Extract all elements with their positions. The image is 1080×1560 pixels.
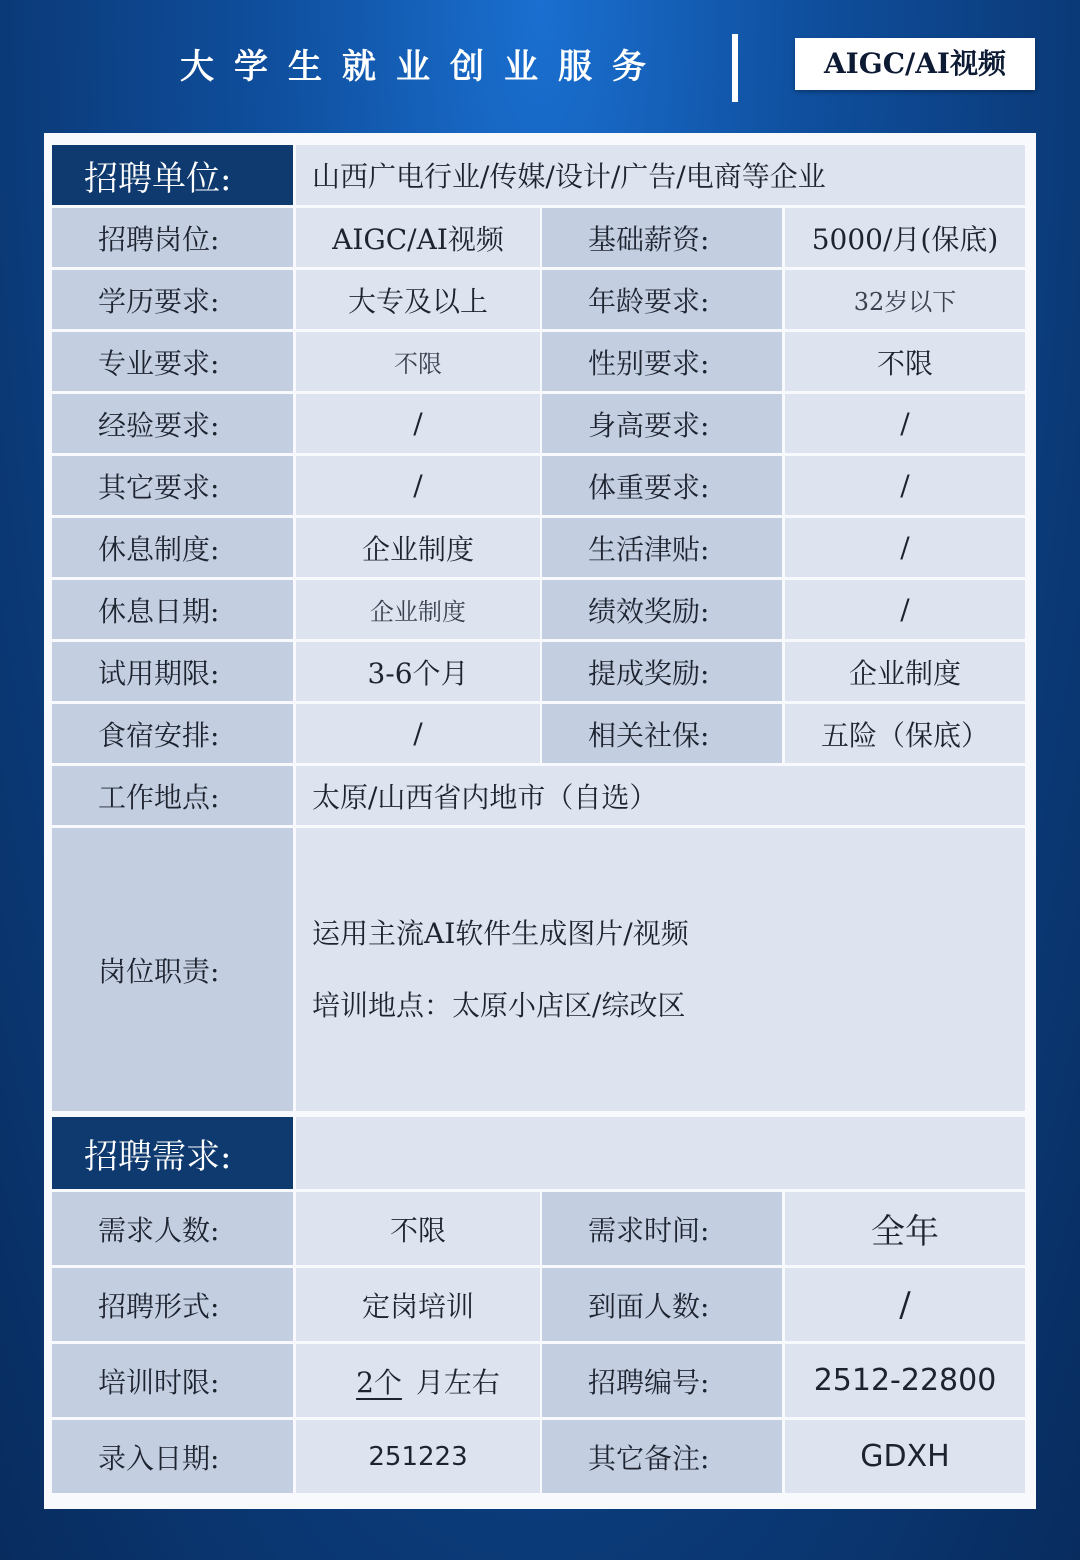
demand-value: / bbox=[785, 1268, 1025, 1341]
detail-value: 不限 bbox=[296, 332, 540, 391]
detail-label: 基础薪资: bbox=[542, 208, 782, 267]
detail-value: 企业制度 bbox=[785, 642, 1025, 701]
detail-row bbox=[52, 394, 1025, 456]
demand-value bbox=[296, 1344, 540, 1417]
detail-label: 年龄要求: bbox=[542, 270, 782, 329]
demand-section-filler bbox=[296, 1117, 1025, 1189]
detail-label: 休息日期: bbox=[52, 580, 293, 639]
detail-row bbox=[52, 580, 1025, 642]
detail-label: 其它要求: bbox=[52, 456, 293, 515]
detail-value: 五险（保底） bbox=[785, 704, 1025, 763]
training-duration-number: 2个 bbox=[356, 1365, 402, 1399]
location-row bbox=[52, 766, 1025, 828]
demand-section-row bbox=[52, 1117, 1025, 1192]
demand-section-label: 招聘需求: bbox=[52, 1117, 293, 1189]
demand-value: 不限 bbox=[296, 1192, 540, 1265]
demand-label: 招聘编号: bbox=[542, 1344, 782, 1417]
company-value: 山西广电行业/传媒/设计/广告/电商等企业 bbox=[296, 145, 1025, 205]
job-tag-badge: AIGC/AI视频 bbox=[795, 38, 1035, 90]
duty-line: 运用主流AI软件生成图片/视频 bbox=[312, 916, 689, 950]
detail-label: 试用期限: bbox=[52, 642, 293, 701]
footer-background bbox=[0, 1509, 1080, 1560]
detail-value: 3-6个月 bbox=[296, 642, 540, 701]
detail-row bbox=[52, 642, 1025, 704]
detail-value: / bbox=[785, 456, 1025, 515]
detail-row bbox=[52, 704, 1025, 766]
demand-label: 录入日期: bbox=[52, 1420, 293, 1493]
demand-row bbox=[52, 1192, 1025, 1268]
detail-value: 企业制度 bbox=[296, 518, 540, 577]
demand-label: 其它备注: bbox=[542, 1420, 782, 1493]
detail-label: 身高要求: bbox=[542, 394, 782, 453]
detail-row bbox=[52, 332, 1025, 394]
detail-row bbox=[52, 518, 1025, 580]
detail-label: 生活津贴: bbox=[542, 518, 782, 577]
detail-label: 经验要求: bbox=[52, 394, 293, 453]
detail-label: 休息制度: bbox=[52, 518, 293, 577]
detail-value: / bbox=[785, 518, 1025, 577]
demand-row bbox=[52, 1268, 1025, 1344]
location-label: 工作地点: bbox=[52, 766, 293, 825]
demand-row bbox=[52, 1344, 1025, 1420]
training-location-line: 培训地点：太原小店区/综改区 bbox=[312, 988, 686, 1022]
detail-label: 性别要求: bbox=[542, 332, 782, 391]
demand-label: 培训时限: bbox=[52, 1344, 293, 1417]
detail-value: / bbox=[296, 394, 540, 453]
demand-label: 招聘形式: bbox=[52, 1268, 293, 1341]
company-label: 招聘单位: bbox=[52, 145, 293, 205]
detail-value: 5000/月(保底) bbox=[785, 208, 1025, 267]
detail-label: 绩效奖励: bbox=[542, 580, 782, 639]
detail-label: 食宿安排: bbox=[52, 704, 293, 763]
demand-row bbox=[52, 1420, 1025, 1496]
detail-label: 提成奖励: bbox=[542, 642, 782, 701]
detail-row bbox=[52, 270, 1025, 332]
detail-label: 体重要求: bbox=[542, 456, 782, 515]
demand-value: GDXH bbox=[785, 1420, 1025, 1493]
detail-label: 招聘岗位: bbox=[52, 208, 293, 267]
detail-row bbox=[52, 456, 1025, 518]
detail-value: AIGC/AI视频 bbox=[296, 208, 540, 267]
demand-label: 需求人数: bbox=[52, 1192, 293, 1265]
duties-label: 岗位职责: bbox=[52, 828, 293, 1111]
demand-label: 需求时间: bbox=[542, 1192, 782, 1265]
header-divider bbox=[732, 34, 738, 102]
detail-value: / bbox=[296, 704, 540, 763]
page-title: 大学生就业创业服务 bbox=[180, 47, 666, 87]
location-value: 太原/山西省内地市（自选） bbox=[296, 766, 1025, 825]
detail-value: / bbox=[296, 456, 540, 515]
detail-value: 企业制度 bbox=[296, 580, 540, 639]
training-duration-suffix: 月左右 bbox=[415, 1365, 500, 1399]
detail-value: 不限 bbox=[785, 332, 1025, 391]
detail-value: 32岁以下 bbox=[785, 270, 1025, 329]
detail-label: 学历要求: bbox=[52, 270, 293, 329]
demand-value: 全年 bbox=[785, 1192, 1025, 1265]
detail-value: / bbox=[785, 580, 1025, 639]
detail-value: / bbox=[785, 394, 1025, 453]
duties-value bbox=[296, 828, 1025, 1111]
demand-value: 2512-22800 bbox=[785, 1344, 1025, 1417]
demand-value: 定岗培训 bbox=[296, 1268, 540, 1341]
demand-label: 到面人数: bbox=[542, 1268, 782, 1341]
detail-row bbox=[52, 208, 1025, 270]
demand-value: 251223 bbox=[296, 1420, 540, 1493]
detail-label: 专业要求: bbox=[52, 332, 293, 391]
company-row bbox=[52, 145, 1025, 208]
header-bar bbox=[0, 0, 1080, 130]
detail-value: 大专及以上 bbox=[296, 270, 540, 329]
detail-label: 相关社保: bbox=[542, 704, 782, 763]
duties-row bbox=[52, 828, 1025, 1114]
